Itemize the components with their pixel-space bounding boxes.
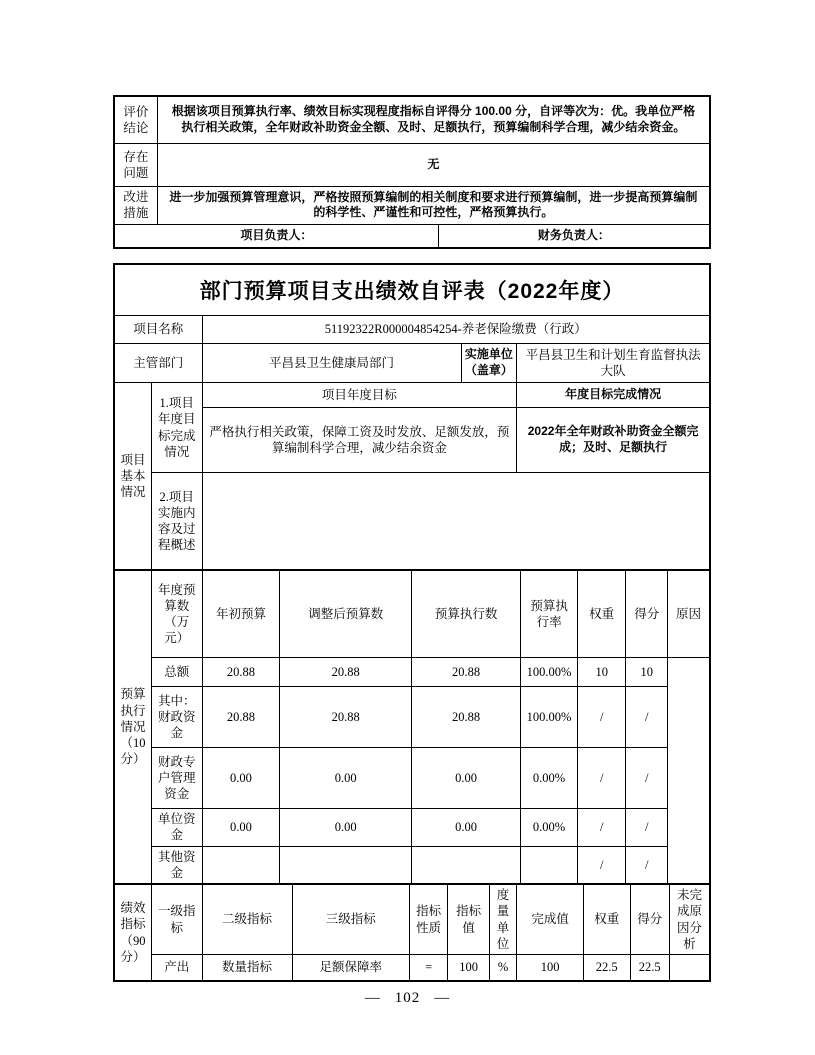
perf-col-level3: 三级指标 <box>292 885 409 955</box>
eval-conclusion-content: 根据该项目预算执行率、绩效目标实现程度指标自评得分 100.00 分，自评等次为：优。我单位严格执行相关政策，全年财政补助资金全额、及时、足额执行，预算编制科学合理，减少结余资金。 <box>157 97 709 144</box>
table-row <box>115 344 709 383</box>
perf-col-reason: 未完成原因分析 <box>669 885 709 955</box>
performance-row-output <box>115 955 709 981</box>
budget-row-unit-funds <box>115 809 709 847</box>
impl-text <box>202 473 709 570</box>
cell-score: / <box>626 687 667 748</box>
cell-weight: / <box>577 846 626 883</box>
table-row <box>115 97 709 144</box>
row-label: 财政专户管理资金 <box>151 748 202 809</box>
table-row <box>115 383 709 408</box>
cell-initial: 20.88 <box>202 687 280 748</box>
cell-score: 10 <box>626 658 667 687</box>
budget-header-row <box>115 571 709 658</box>
budget-row-other-funds <box>115 846 709 883</box>
page-number: 102 <box>394 990 421 1006</box>
row-label: 总额 <box>151 658 202 687</box>
summary-table <box>113 95 711 249</box>
perf-col-score: 得分 <box>630 885 669 955</box>
budget-col-reason: 原因 <box>667 571 709 658</box>
row-label: 其中：财政资金 <box>151 687 202 748</box>
goal-text: 严格执行相关政策，保障工资及时发放、足额发放，预算编制科学合理，减少结余资金 <box>202 408 517 473</box>
cell-executed: 0.00 <box>411 748 520 809</box>
cell-initial <box>202 846 280 883</box>
cell-score: / <box>626 846 667 883</box>
cell-initial: 0.00 <box>202 748 280 809</box>
table-row <box>115 316 709 344</box>
cell-weight: 22.5 <box>583 955 630 981</box>
table-row <box>115 408 709 473</box>
cell-unit: % <box>489 955 516 981</box>
basic-info-section <box>115 316 709 569</box>
cell-adjusted <box>280 846 412 883</box>
cell-score: 22.5 <box>630 955 669 981</box>
cell-rate: 100.00% <box>521 687 578 748</box>
cell-score: / <box>626 809 667 847</box>
budget-section <box>115 571 709 883</box>
improvements-content: 进一步加强预算管理意识，严格按照预算编制的相关制度和要求进行预算编制，进一步提高预算编制的科学性、严谨性和可控性，严格预算执行。 <box>157 187 709 225</box>
budget-col-score: 得分 <box>626 571 667 658</box>
cell-executed: 20.88 <box>411 658 520 687</box>
budget-group-label: 预算执行情况（10分） <box>115 571 151 883</box>
page-title: 部门预算项目支出绩效自评表（2022年度） <box>199 280 625 303</box>
cell-adjusted: 20.88 <box>280 658 412 687</box>
cell-level3: 足额保障率 <box>292 955 409 981</box>
cell-initial: 0.00 <box>202 809 280 847</box>
budget-col-adjusted: 调整后预算数 <box>280 571 412 658</box>
performance-group-label: 绩效指标（90分） <box>115 885 151 980</box>
goal-done-header: 年度目标完成情况 <box>517 383 709 408</box>
dept-value: 平昌县卫生健康局部门 <box>202 344 461 383</box>
budget-col-rate: 预算执行率 <box>521 571 578 658</box>
cell-executed: 20.88 <box>411 687 520 748</box>
cell-weight: / <box>577 809 626 847</box>
table-row <box>115 473 709 570</box>
performance-header-row <box>115 885 709 955</box>
budget-reason-cell <box>667 658 709 884</box>
project-leader-signature: 项目负责人： <box>115 224 438 247</box>
goal-done-text: 2022年全年财政补助资金全额完成；及时、足额执行 <box>517 408 709 473</box>
cell-weight: / <box>577 687 626 748</box>
cell-rate: 0.00% <box>521 748 578 809</box>
problems-content: 无 <box>157 144 709 187</box>
table-row <box>115 144 709 187</box>
eval-conclusion-label: 评价结论 <box>115 97 157 144</box>
dept-label: 主管部门 <box>115 344 202 383</box>
impl-unit-label: 实施单位（盖章） <box>461 344 517 383</box>
row-label: 其他资金 <box>151 846 202 883</box>
footer-right-dash: — <box>434 990 451 1006</box>
perf-col-level1: 一级指标 <box>151 885 202 955</box>
cell-reason <box>669 955 709 981</box>
cell-done: 100 <box>517 955 584 981</box>
cell-adjusted: 20.88 <box>280 687 412 748</box>
perf-col-level2: 二级指标 <box>202 885 292 955</box>
cell-adjusted: 0.00 <box>280 809 412 847</box>
cell-target: 100 <box>448 955 489 981</box>
footer-left-dash: — <box>364 990 381 1006</box>
project-name-label: 项目名称 <box>115 316 202 344</box>
budget-row-total <box>115 658 709 687</box>
performance-section <box>115 885 709 980</box>
cell-adjusted: 0.00 <box>280 748 412 809</box>
signature-row <box>115 224 709 247</box>
cell-weight: 10 <box>577 658 626 687</box>
improvements-label: 改进措施 <box>115 187 157 225</box>
perf-col-done: 完成值 <box>517 885 584 955</box>
cell-rate: 100.00% <box>521 658 578 687</box>
cell-weight: / <box>577 748 626 809</box>
perf-col-weight: 权重 <box>583 885 630 955</box>
impl-unit-value: 平昌县卫生和计划生育监督执法大队 <box>517 344 709 383</box>
finance-leader-signature: 财务负责人： <box>438 224 709 247</box>
cell-rate: 0.00% <box>521 809 578 847</box>
budget-row-fiscal <box>115 687 709 748</box>
cell-score: / <box>626 748 667 809</box>
goal-header: 项目年度目标 <box>202 383 517 408</box>
cell-nature: = <box>409 955 447 981</box>
project-name-value: 51192322R000004854254-养老保险缴费（行政） <box>202 316 709 344</box>
perf-col-nature: 指标性质 <box>409 885 447 955</box>
budget-col-rowlabel: 年度预算数（万元） <box>151 571 202 658</box>
budget-col-executed: 预算执行数 <box>411 571 520 658</box>
budget-col-initial: 年初预算 <box>202 571 280 658</box>
cell-executed <box>411 846 520 883</box>
cell-executed: 0.00 <box>411 809 520 847</box>
goal-section-label: 1.项目年度目标完成情况 <box>151 383 202 473</box>
page-number-footer <box>0 990 815 1007</box>
perf-col-target: 指标值 <box>448 885 489 955</box>
table-row <box>115 187 709 225</box>
impl-section-label: 2.项目实施内容及过程概述 <box>151 473 202 570</box>
cell-initial: 20.88 <box>202 658 280 687</box>
cell-level2: 数量指标 <box>202 955 292 981</box>
problems-label: 存在问题 <box>115 144 157 187</box>
cell-rate <box>521 846 578 883</box>
self-evaluation-table <box>113 263 711 982</box>
basic-group-label: 项目基本情况 <box>115 383 151 570</box>
budget-col-weight: 权重 <box>577 571 626 658</box>
cell-level1: 产出 <box>151 955 202 981</box>
perf-col-unit: 度量单位 <box>489 885 516 955</box>
row-label: 单位资金 <box>151 809 202 847</box>
budget-row-special-account <box>115 748 709 809</box>
